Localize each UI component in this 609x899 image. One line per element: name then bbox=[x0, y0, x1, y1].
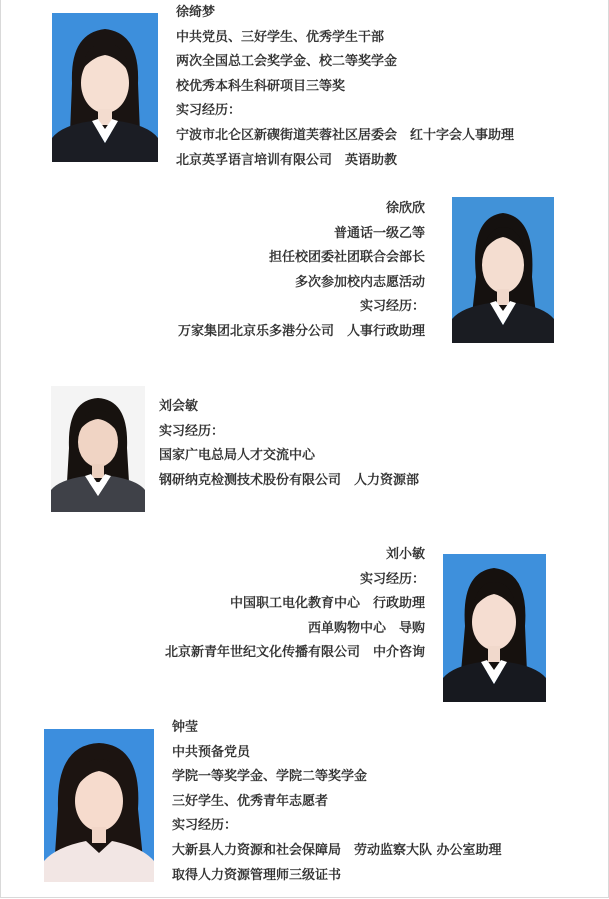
profile-2-line-4: 实习经历： bbox=[359, 299, 425, 315]
portrait-photo-3 bbox=[51, 386, 145, 512]
profile-2-line-5: 万家集团北京乐多港分公司 人事行政助理 bbox=[177, 323, 425, 339]
portrait-photo-1 bbox=[52, 13, 158, 162]
portrait-photo-4 bbox=[443, 554, 546, 702]
profile-2-line-2: 担任校团委社团联合会部长 bbox=[268, 250, 425, 266]
profile-4-name: 刘小敏 bbox=[385, 547, 425, 562]
portrait-4-icon bbox=[443, 554, 546, 702]
portrait-3-icon bbox=[51, 386, 145, 512]
portrait-photo-5 bbox=[44, 729, 154, 882]
profile-1-name: 徐绮梦 bbox=[176, 5, 216, 20]
profile-3-text bbox=[159, 395, 419, 493]
profile-4-line-2: 中国职工电化教育中心 行政助理 bbox=[229, 596, 425, 612]
profile-5-name: 钟莹 bbox=[172, 720, 199, 735]
profile-4-line-1: 实习经历： bbox=[359, 571, 425, 587]
profile-2-line-3: 多次参加校内志愿活动 bbox=[294, 274, 425, 290]
profile-1-line-1: 中共党员、三好学生、优秀学生干部 bbox=[176, 29, 385, 45]
profile-4-line-3: 西单购物中心 导购 bbox=[307, 620, 425, 636]
portrait-photo-2 bbox=[452, 197, 554, 343]
profile-3-line-2: 国家广电总局人才交流中心 bbox=[159, 448, 316, 464]
profile-5-line-4: 实习经历： bbox=[172, 818, 238, 834]
profile-2-text bbox=[178, 197, 425, 345]
profile-1-line-5: 宁波市北仑区新碶街道芙蓉社区居委会 红十字会人事助理 bbox=[176, 127, 515, 143]
profile-5-line-6: 取得人力资源管理师三级证书 bbox=[172, 867, 342, 883]
profile-3-line-1: 实习经历： bbox=[159, 423, 225, 439]
portrait-1-icon bbox=[52, 13, 158, 162]
profile-5-line-3: 三好学生、优秀青年志愿者 bbox=[172, 793, 329, 809]
profile-2-name: 徐欣欣 bbox=[385, 201, 425, 216]
profile-4-line-4: 北京新青年世纪文化传播有限公司 中介咨询 bbox=[164, 645, 425, 661]
profile-1-line-2: 两次全国总工会奖学金、校二等奖学金 bbox=[176, 54, 398, 70]
profile-1-line-6: 北京英孚语言培训有限公司 英语助教 bbox=[176, 152, 398, 168]
profile-4-text bbox=[165, 543, 425, 666]
profile-3-name: 刘会敏 bbox=[159, 399, 199, 414]
profile-5-line-5: 大新县人力资源和社会保障局 劳动监察大队 办公室助理 bbox=[172, 842, 502, 858]
profile-5-line-1: 中共预备党员 bbox=[172, 744, 251, 760]
profile-1-line-4: 实习经历： bbox=[176, 103, 242, 119]
profile-1-line-3: 校优秀本科生科研项目三等奖 bbox=[176, 78, 346, 94]
profile-3-line-3: 钢研纳克检测技术股份有限公司 人力资源部 bbox=[159, 472, 420, 488]
profile-5-line-2: 学院一等奖学金、学院二等奖学金 bbox=[172, 769, 368, 785]
profile-2-line-1: 普通话一级乙等 bbox=[333, 225, 425, 241]
profile-5-text bbox=[172, 716, 502, 888]
portrait-5-icon bbox=[44, 729, 154, 882]
portrait-2-icon bbox=[452, 197, 554, 343]
profile-1-text bbox=[176, 1, 514, 173]
